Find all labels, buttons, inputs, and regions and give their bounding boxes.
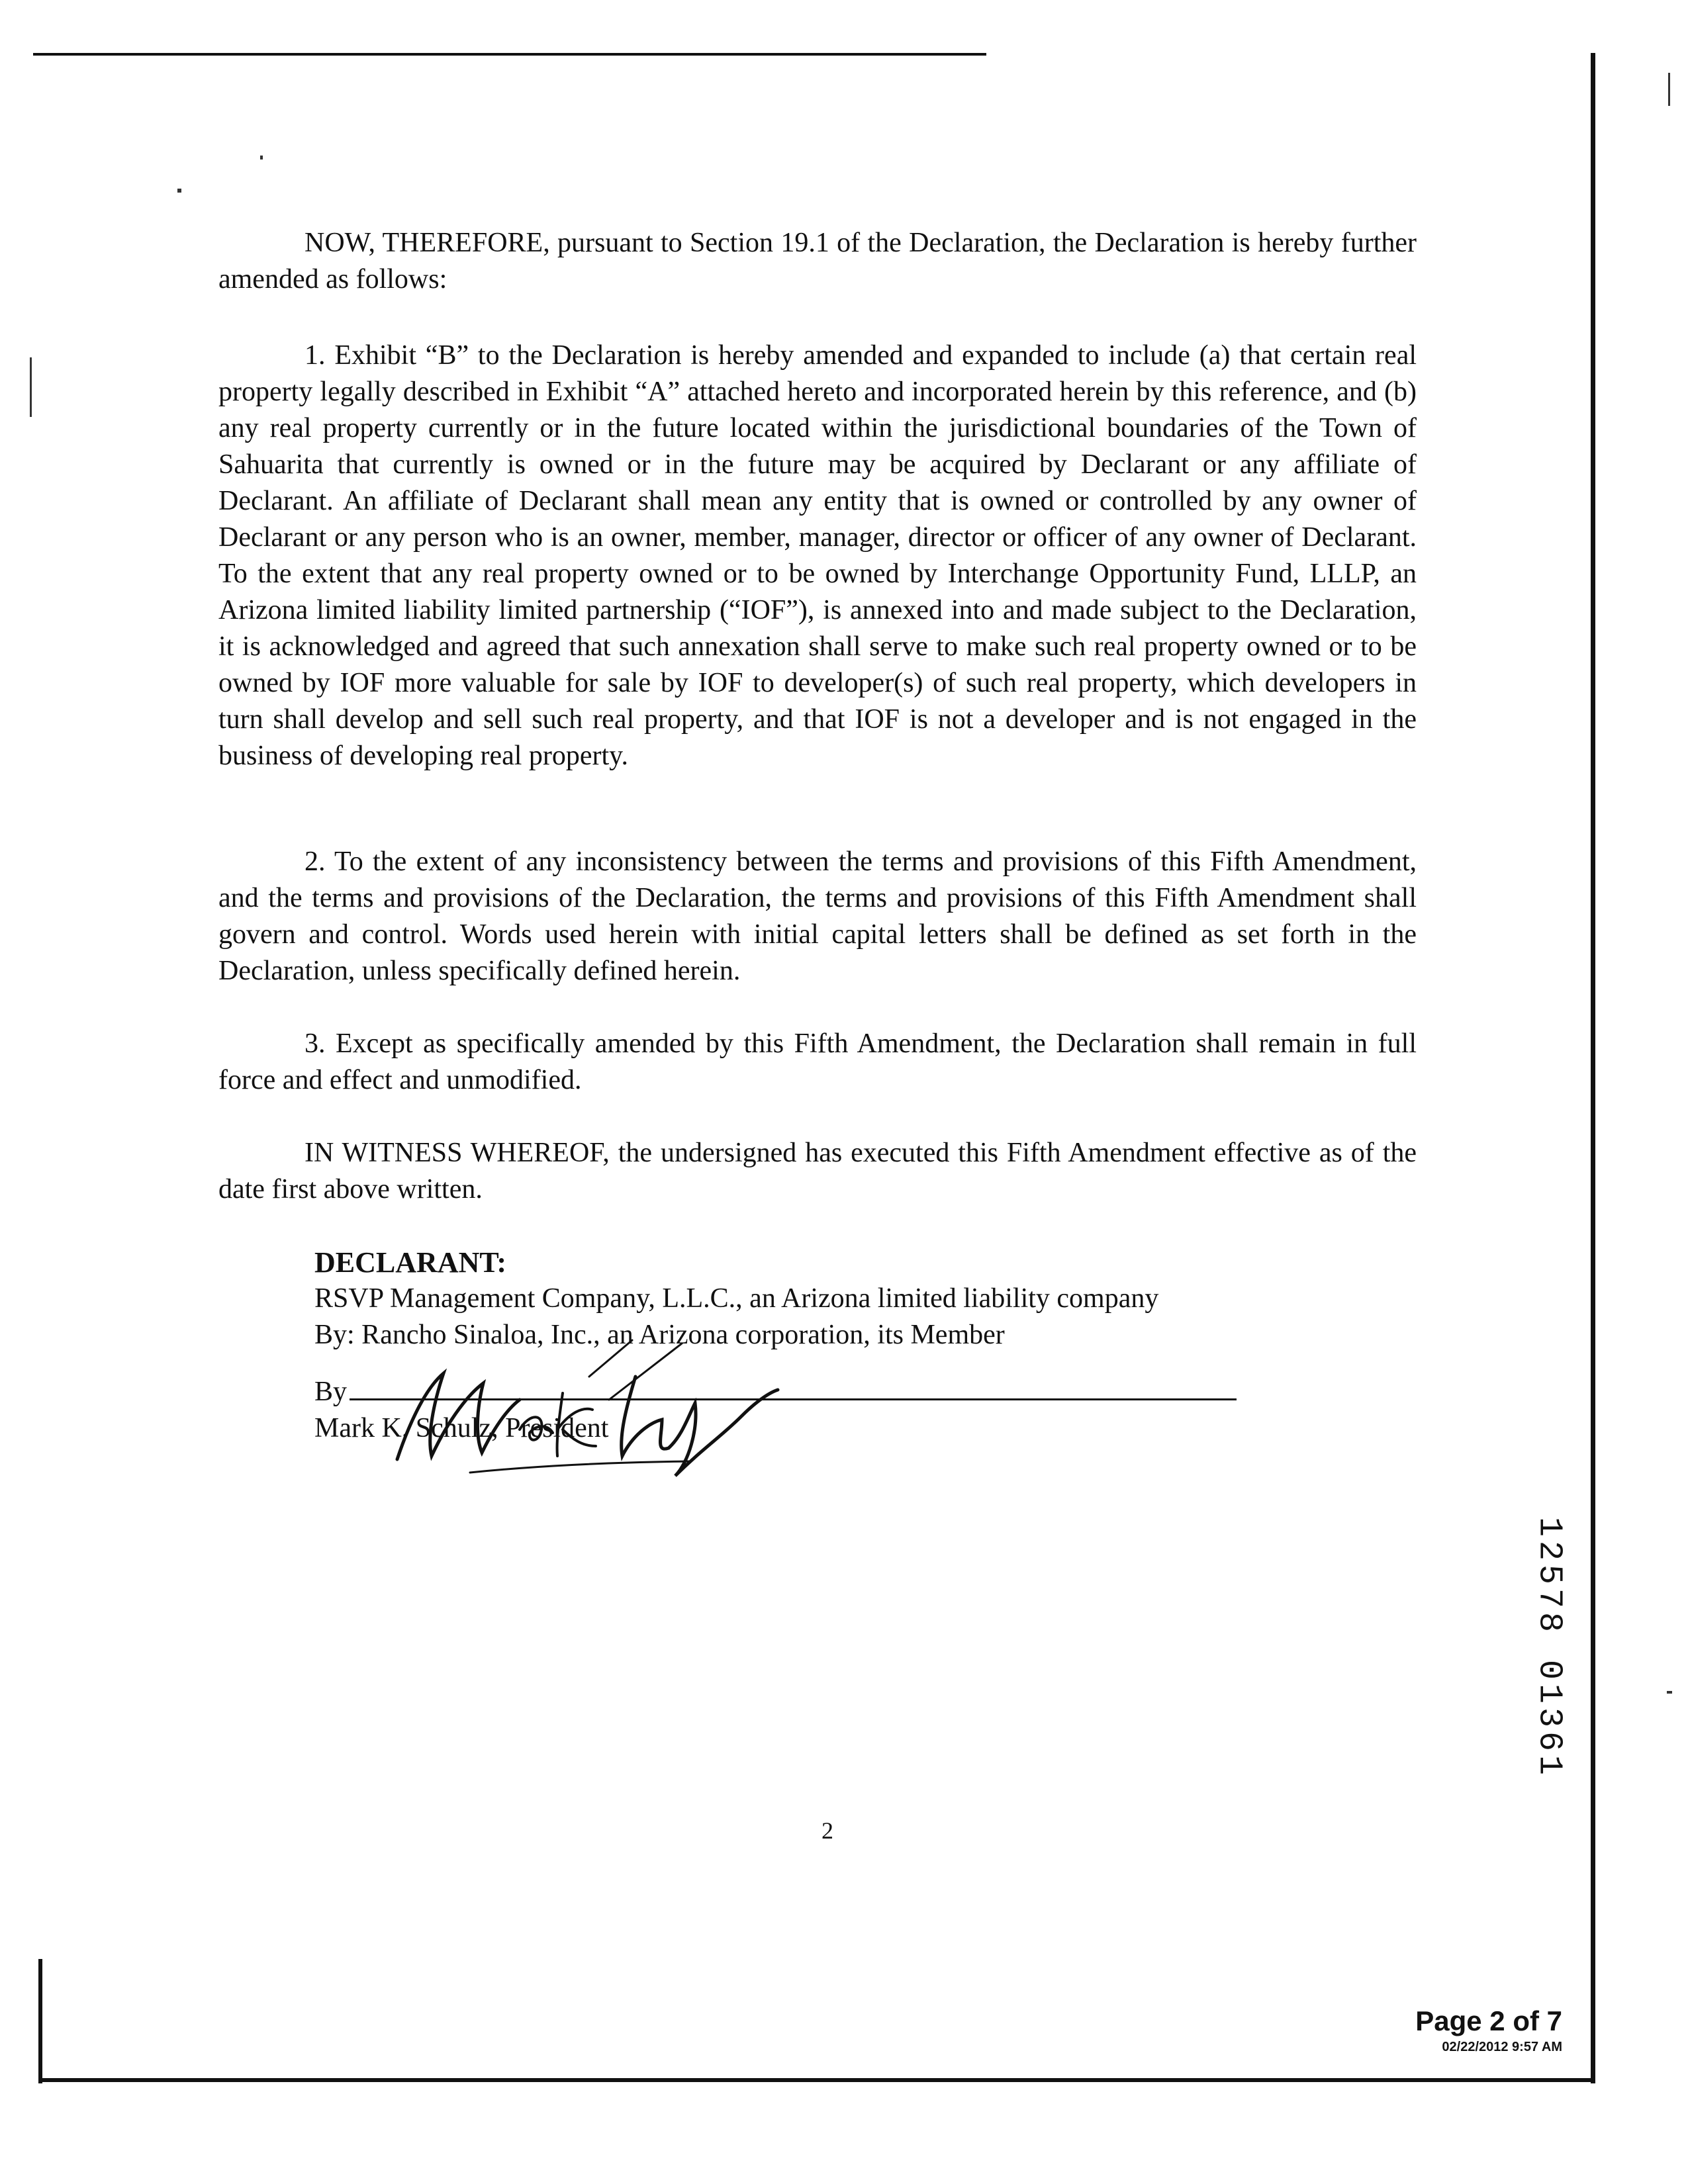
scan-speck bbox=[177, 189, 181, 193]
right-scan-border bbox=[1591, 53, 1595, 2083]
recording-number: 12578 01361 bbox=[1530, 1516, 1568, 1780]
top-scan-rule bbox=[33, 53, 986, 56]
signer-name: Mark K. Schulz, President bbox=[314, 1413, 609, 1443]
company-line: RSVP Management Company, L.L.C., an Arizona limited liability company bbox=[314, 1283, 1159, 1314]
bottom-scan-border bbox=[38, 2078, 1595, 2082]
footer-timestamp: 02/22/2012 9:57 AM bbox=[1442, 2040, 1562, 2054]
scan-speck bbox=[260, 156, 263, 159]
member-line: By: Rancho Sinaloa, Inc., an Arizona corporation, its Member bbox=[314, 1320, 1005, 1350]
witness-paragraph: IN WITNESS WHEREOF, the undersigned has executed this Fifth Amendment effective as of the date first above written. bbox=[218, 1138, 1417, 1205]
paragraph-3: 3. Except as specifically amended by this Fifth Amendment, the Declaration shall remain in full force and effect and unmodified. bbox=[218, 1028, 1417, 1095]
intro-paragraph: NOW, THEREFORE, pursuant to Section 19.1 of the Declaration, the Declaration is hereby further amended as follows: bbox=[218, 228, 1417, 295]
scan-speck bbox=[30, 357, 32, 417]
left-scan-border bbox=[38, 1959, 42, 2083]
declarant-heading: DECLARANT: bbox=[314, 1246, 507, 1279]
paragraph-1: 1. Exhibit “B” to the Declaration is hereby amended and expanded to include (a) that certain real property legally described in Exhibit “A” attached hereto and incorporated herein by this reference, and (b) any real property currently or in the future located within the jurisdictional boundaries of the Town of Sahuarita that currently is owned or in the future may be acquired by Declarant or any affiliate of Declarant. An affiliate of Declarant shall mean any entity that is owned or controlled by any owner of Declarant or any person who is an owner, member, manager, director or officer of any owner of Declarant. To the extent that any real property owned or to be owned by Interchange Opportunity Fund, LLLP, an Arizona limited liability limited partnership (“IOF”), is annexed into and made subject to the Declaration, it is acknowledged and agreed that such annexation shall serve to make such real property owned or to be owned by IOF more valuable for sale by IOF to developer(s) of such real property, which developers in turn shall develop and sell such real property, and that IOF is not a developer and is not engaged in the business of developing real property. bbox=[218, 340, 1417, 771]
scan-speck bbox=[1668, 73, 1670, 106]
paragraph-2: 2. To the extent of any inconsistency between the terms and provisions of this Fifth Amendment, and the terms and provisions of the Declaration, the terms and provisions of this Fifth Amendment shall govern and control. Words used herein with initial capital letters shall be defined as set forth in the Declaration, unless specifically defined herein. bbox=[218, 846, 1417, 986]
handwritten-signature bbox=[371, 1337, 781, 1482]
by-label: By bbox=[314, 1377, 348, 1407]
footer-page-label: Page 2 of 7 bbox=[1415, 2005, 1562, 2036]
recording-number-stamp bbox=[1523, 1509, 1575, 1787]
page-number: 2 bbox=[821, 1817, 833, 1844]
scan-speck bbox=[1667, 1691, 1672, 1694]
